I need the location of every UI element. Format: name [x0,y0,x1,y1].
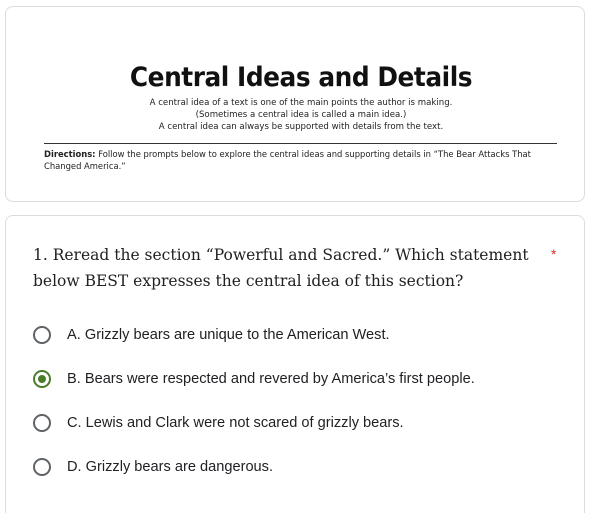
radio-d[interactable] [33,458,51,476]
directions-label: Directions: [44,149,96,159]
radio-b-checked[interactable] [33,370,51,388]
option-c-label: C. Lewis and Clark were not scared of grizzly bears. [67,415,404,431]
option-a[interactable] [33,323,390,347]
directions-text [44,148,544,172]
directions-body: Follow the prompts below to explore the central ideas and supporting details in “The Bear Attacks That Changed America.” [44,149,531,171]
option-c[interactable] [33,411,404,435]
question-text: 1. Reread the section “Powerful and Sacred.” Which statement below BEST expresses the central idea of this section? [33,246,529,290]
option-d[interactable] [33,455,273,479]
question-card [5,215,585,513]
header-image-card [5,6,585,202]
banner-line-2: (Sometimes a central idea is called a main idea.) [195,110,407,120]
banner-line-3: A central idea can always be supported with details from the text. [158,122,444,132]
radio-a[interactable] [33,326,51,344]
header-banner [44,63,558,133]
banner-divider [44,143,557,144]
option-d-label: D. Grizzly bears are dangerous. [67,459,274,475]
required-asterisk: * [551,246,557,262]
option-a-label: A. Grizzly bears are unique to the American West. [67,327,390,343]
banner-title: Central Ideas and Details [129,62,473,93]
option-b[interactable] [33,367,475,391]
banner-line-1: A central idea of a text is one of the main points the author is making. [149,98,453,108]
option-b-label: B. Bears were respected and revered by America’s first people. [67,371,475,387]
radio-c[interactable] [33,414,51,432]
